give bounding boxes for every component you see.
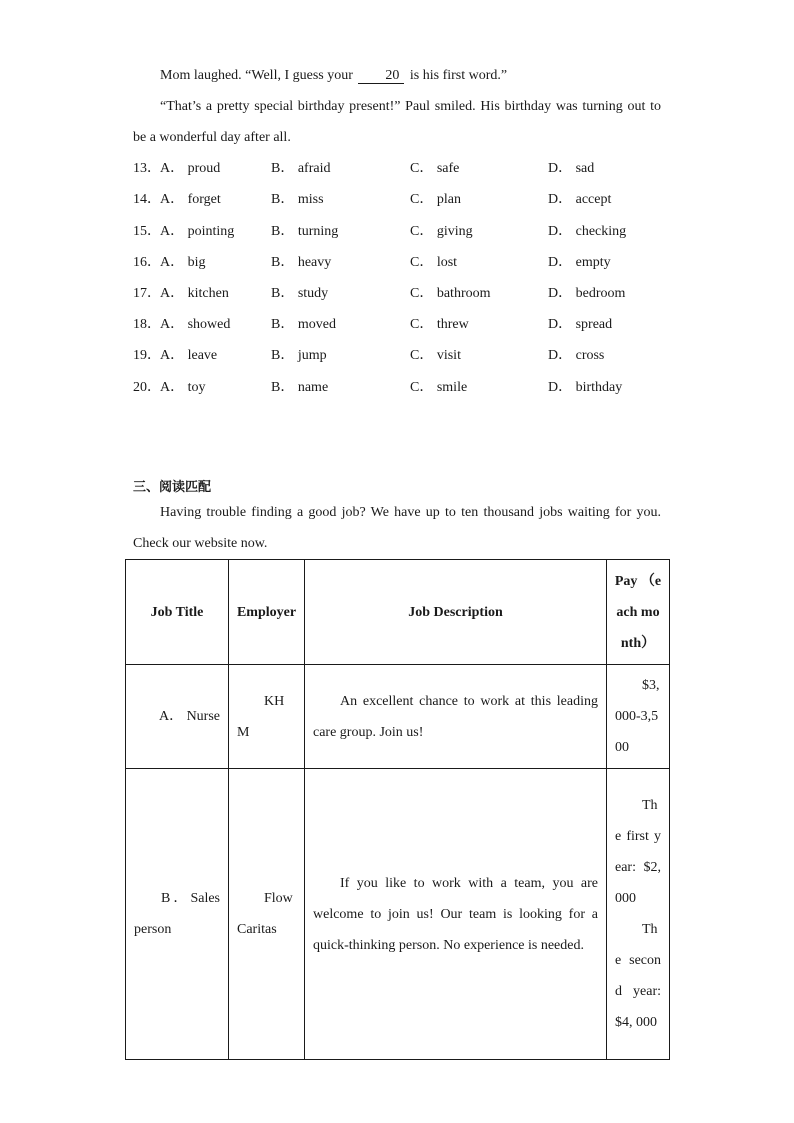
cell-employer: FlowCaritas <box>229 769 305 1060</box>
option-c: C． smile <box>410 380 468 395</box>
cell-pay: $3,000-3,500 <box>607 665 670 769</box>
option-c: C． plan <box>410 192 461 207</box>
question-number: 17． <box>133 286 161 301</box>
question-row <box>133 346 673 366</box>
cell-description: An excellent chance to work at this leading care group. Join us! <box>305 665 607 769</box>
story-line-1-start: Mom laughed. “Well, I guess your <box>160 68 353 83</box>
option-b: B． moved <box>271 317 336 332</box>
option-d: D． empty <box>548 255 611 270</box>
question-number: 13． <box>133 161 161 176</box>
option-a: A． proud <box>160 161 221 176</box>
option-b: B． study <box>271 286 329 301</box>
answer-blank: 20 <box>358 69 404 84</box>
option-d: D． sad <box>548 161 595 176</box>
story-paragraph-2: “That’s a pretty special birthday present!” Paul smiled. His birthday was turning out to be a wonderful day after all. <box>133 99 661 145</box>
option-c: C． safe <box>410 161 460 176</box>
question-row <box>133 190 673 210</box>
option-a: A． pointing <box>160 224 235 239</box>
table-row <box>126 665 670 769</box>
option-a: A． forget <box>160 192 221 207</box>
option-d: D． bedroom <box>548 286 626 301</box>
pay-line: The second year: $4, 000 <box>615 922 661 1030</box>
option-b: B． name <box>271 380 329 395</box>
section-title: 三、阅读匹配 <box>133 480 212 495</box>
jobs-table <box>125 559 670 1060</box>
option-c: C． visit <box>410 348 461 363</box>
question-number: 19． <box>133 348 161 363</box>
header-pay: Pay （each month） <box>607 560 670 665</box>
option-a: A． toy <box>160 380 206 395</box>
header-employer: Employer <box>229 560 305 665</box>
question-row <box>133 284 673 304</box>
option-b: B． turning <box>271 224 339 239</box>
story-line-1-end: is his first word.” <box>409 68 508 83</box>
option-d: D． cross <box>548 348 605 363</box>
option-b: B． miss <box>271 192 324 207</box>
story-line-1 <box>133 60 661 91</box>
cell-job-title: A． Nurse <box>126 665 229 769</box>
header-job-title: Job Title <box>126 560 229 665</box>
option-d: D． spread <box>548 317 613 332</box>
question-row <box>133 253 673 273</box>
question-number: 15． <box>133 224 161 239</box>
option-c: C． threw <box>410 317 469 332</box>
option-d: D． checking <box>548 224 627 239</box>
question-number: 18． <box>133 317 161 332</box>
header-description: Job Description <box>305 560 607 665</box>
option-a: A． big <box>160 255 206 270</box>
question-number: 20． <box>133 380 161 395</box>
cell-employer: KHM <box>229 665 305 769</box>
cell-description: If you like to work with a team, you are welcome to join us! Our team is looking for a quick-thinking person. No experience is needed. <box>305 769 607 1060</box>
table-header-row <box>126 560 670 665</box>
option-a: A． leave <box>160 348 218 363</box>
question-row <box>133 315 673 335</box>
option-c: C． bathroom <box>410 286 491 301</box>
option-b: B． jump <box>271 348 327 363</box>
option-c: C． lost <box>410 255 458 270</box>
question-number: 16． <box>133 255 161 270</box>
option-a: A． kitchen <box>160 286 229 301</box>
question-row <box>133 159 673 179</box>
section-intro: Having trouble finding a good job? We have up to ten thousand jobs waiting for you. Check our website now. <box>133 505 661 551</box>
option-d: D． birthday <box>548 380 623 395</box>
question-number: 14． <box>133 192 161 207</box>
option-d: D． accept <box>548 192 612 207</box>
cell-job-title: B．Salesperson <box>126 769 229 1060</box>
option-a: A． showed <box>160 317 231 332</box>
question-row <box>133 378 673 398</box>
question-row <box>133 222 673 242</box>
option-b: B． heavy <box>271 255 332 270</box>
pay-line: The first year: $2, 000 <box>615 798 661 906</box>
option-c: C． giving <box>410 224 473 239</box>
cell-pay <box>607 769 670 1060</box>
option-b: B． afraid <box>271 161 331 176</box>
table-row <box>126 769 670 1060</box>
